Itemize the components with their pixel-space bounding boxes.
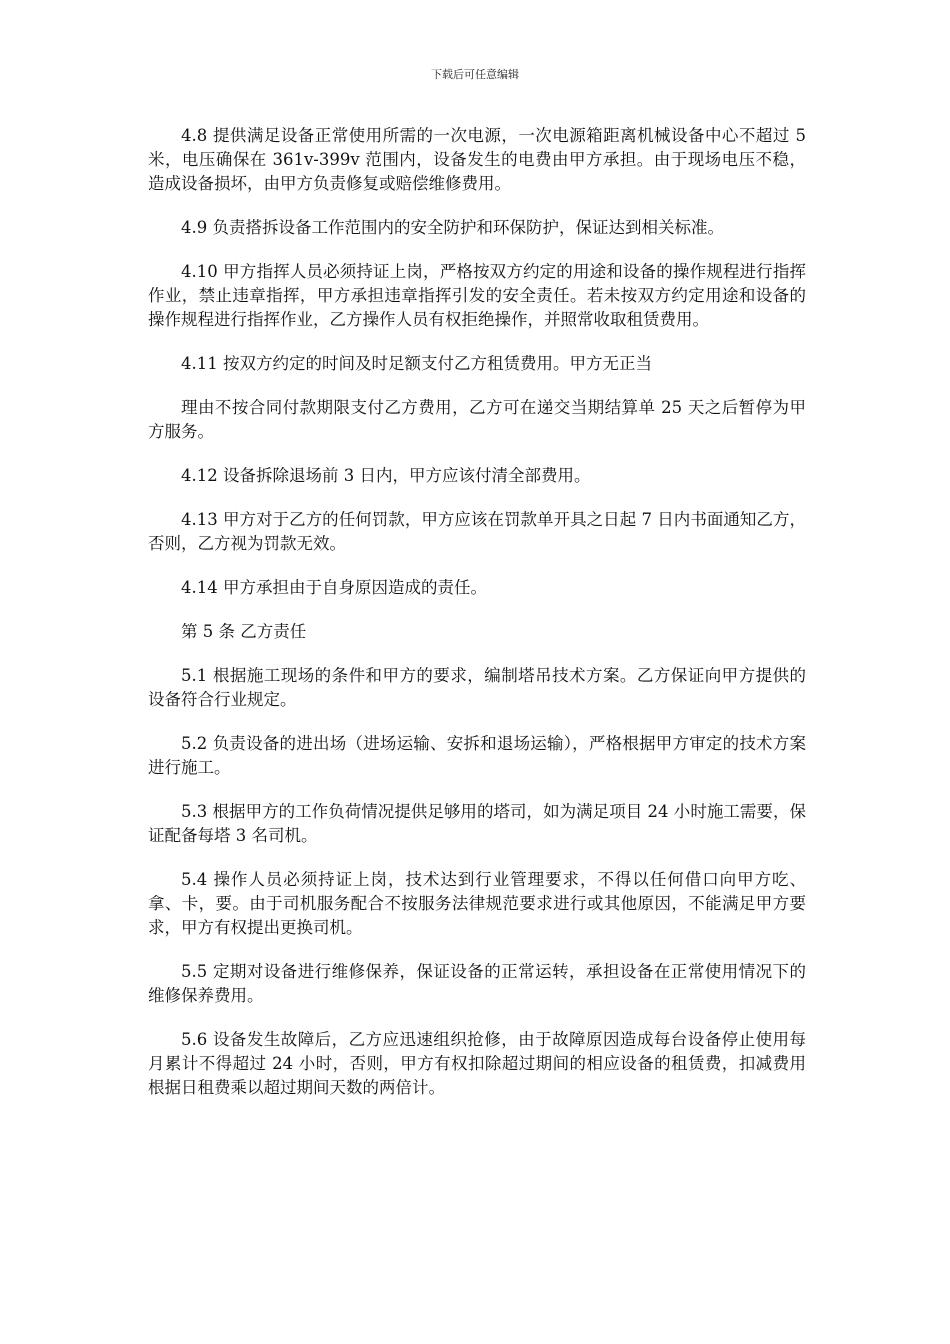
paragraph-4-8: 4.8 提供满足设备正常使用所需的一次电源，一次电源箱距离机械设备中心不超过 5 米，电压确保在 361v-399v 范围内，设备发生的电费由甲方承担。由于现场电压不稳，造成设备损坏，由甲方负责修复或赔偿维修费用。 [148,126,806,193]
paragraph-4-10: 4.10 甲方指挥人员必须持证上岗，严格按双方约定的用途和设备的操作规程进行指挥作业，禁止违章指挥，甲方承担违章指挥引发的安全责任。若未按双方约定用途和设备的操作规程进行指挥作业，乙方操作人员有权拒绝操作，并照常收取租赁费用。 [148,262,806,329]
paragraph-4-11-continued: 理由不按合同付款期限支付乙方费用，乙方可在递交当期结算单 25 天之后暂停为甲方服务。 [148,398,806,441]
paragraph-5-2: 5.2 负责设备的进出场（进场运输、安拆和退场运输），严格根据甲方审定的技术方案进行施工。 [148,734,806,777]
header-note: 下载后可任意编辑 [431,68,519,81]
paragraph-5-5: 5.5 定期对设备进行维修保养，保证设备的正常运转，承担设备在正常使用情况下的维修保养费用。 [148,962,806,1005]
document-body [148,124,806,1120]
paragraph-4-9: 4.9 负责搭拆设备工作范围内的安全防护和环保防护，保证达到相关标准。 [181,218,724,237]
paragraph-4-12: 4.12 设备拆除退场前 3 日内，甲方应该付清全部费用。 [181,466,591,485]
paragraph-4-11: 4.11 按双方约定的时间及时足额支付乙方租赁费用。甲方无正当 [181,354,652,373]
paragraph-4-13: 4.13 甲方对于乙方的任何罚款，甲方应该在罚款单开具之日起 7 日内书面通知乙方，否则，乙方视为罚款无效。 [148,510,806,553]
paragraph-5-6: 5.6 设备发生故障后，乙方应迅速组织抢修，由于故障原因造成每台设备停止使用每月累计不得超过 24 小时，否则，甲方有权扣除超过期间的相应设备的租赁费，扣减费用根据日租费乘以超过期间天数的两倍计。 [148,1030,806,1097]
paragraph-5-1: 5.1 根据施工现场的条件和甲方的要求，编制塔吊技术方案。乙方保证向甲方提供的设备符合行业规定。 [148,666,806,709]
paragraph-5-4: 5.4 操作人员必须持证上岗，技术达到行业管理要求，不得以任何借口向甲方吃、拿、卡，要。由于司机服务配合不按服务法律规范要求进行或其他原因，不能满足甲方要求，甲方有权提出更换司机。 [148,870,806,937]
paragraph-5-3: 5.3 根据甲方的工作负荷情况提供足够用的塔司，如为满足项目 24 小时施工需要，保证配备每塔 3 名司机。 [148,802,806,845]
section-heading-article-5: 第 5 条 乙方责任 [181,622,307,641]
paragraph-4-14: 4.14 甲方承担由于自身原因造成的责任。 [181,578,487,597]
